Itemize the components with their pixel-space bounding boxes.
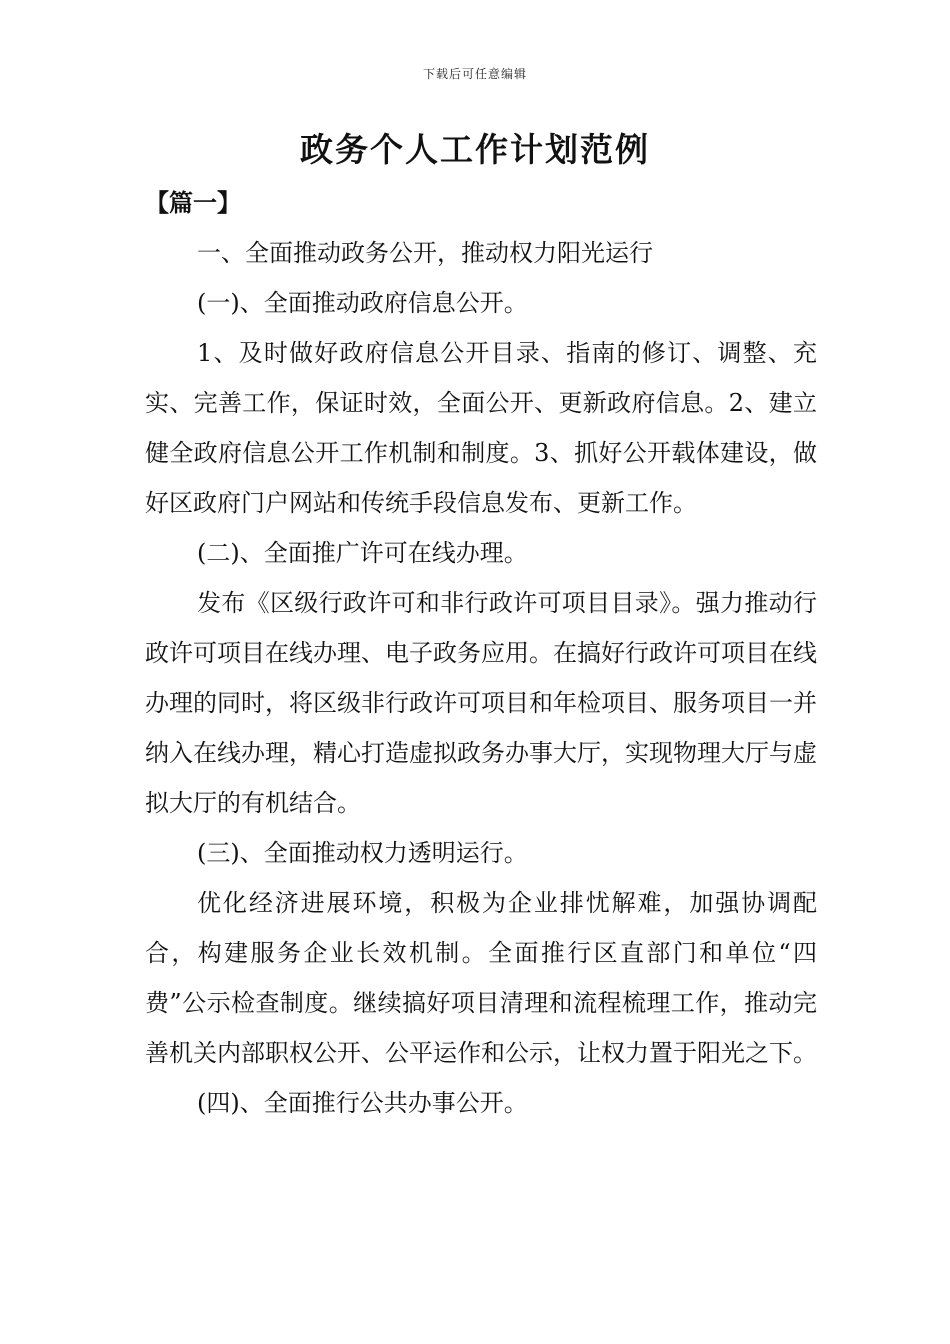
heading-level-1: 一、全面推动政务公开，推动权力阳光运行 (197, 239, 653, 267)
document-body (145, 178, 817, 1128)
document-title: 政务个人工作计划范例 (300, 130, 650, 169)
paragraph-2: 发布《区级行政许可和非行政许可项目目录》。强力推动行政许可项目在线办理、电子政务应用。在搞好行政许可项目在线办理的同时，将区级非行政许可项目和年检项目、服务项目一并纳入在线办理，精心打造虚拟政务办事大厅，实现物理大厅与虚拟大厅的有机结合。 (145, 589, 817, 817)
subheading-3: (三)、全面推动权力透明运行。 (197, 839, 528, 867)
paragraph-3: 优化经济进展环境，积极为企业排忧解难，加强协调配合，构建服务企业长效机制。全面推行区直部门和单位“四费”公示检查制度。继续搞好项目清理和流程梳理工作，推动完善机关内部职权公开、公平运作和公示，让权力置于阳光之下。 (145, 889, 817, 1067)
paragraph-1: 1、及时做好政府信息公开目录、指南的修订、调整、充实、完善工作，保证时效，全面公开、更新政府信息。2、建立健全政府信息公开工作机制和制度。3、抓好公开载体建设，做好区政府门户网站和传统手段信息发布、更新工作。 (145, 339, 817, 517)
subheading-1: (一)、全面推动政府信息公开。 (197, 289, 528, 317)
subheading-2: (二)、全面推广许可在线办理。 (197, 539, 528, 567)
subheading-4: (四)、全面推行公共办事公开。 (197, 1089, 528, 1117)
header-note: 下载后可任意编辑 (422, 67, 527, 81)
section-label: 【篇一】 (145, 188, 241, 217)
